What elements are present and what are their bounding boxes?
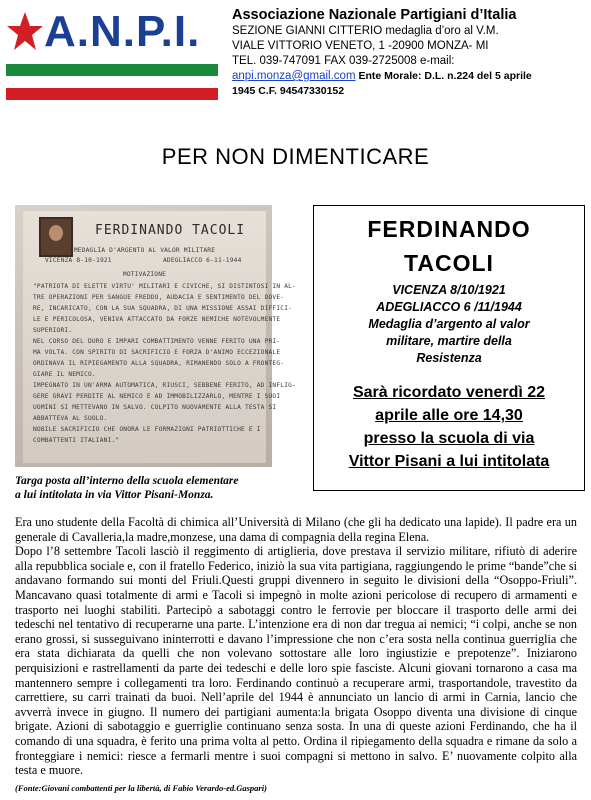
plaque-line: IMPEGNATO IN UN'ARMA AUTOMATICA, RIUSCI, SEBBENE FERITO, AD INFLIG- [33,382,296,389]
section-name: SEZIONE GIANNI CITTERIO medaglia d’oro al V.M. [232,25,499,37]
plaque-medal: MEDAGLIA D'ARGENTO AL VALOR MILITARE [73,247,216,254]
star-icon [6,10,44,54]
event-line-4: Vittor Pisani a lui intitolata [348,453,550,470]
plaque-line: TRE OPERAZIONI PER SANGUE FREDDO, AUDACIA E SENTIMENTO DEL DOVE- [33,294,285,301]
plaque-motivation-label: MOTIVAZIONE [122,271,167,278]
photo-caption [15,474,295,502]
plaque-line: NOBILE SACRIFICIO CHE ONORA LE FORMAZIONI PATRIOTTICHE E I [33,426,261,433]
email-link[interactable]: anpi.monza@gmail.com [232,70,356,82]
page-title: PER NON DIMENTICARE [161,144,430,169]
plaque-line: LE E PERICOLOSA, VENIVA ATTACCATO DA FORZE NEMICHE NOTEVOLMENTE [33,316,281,323]
biography-text [15,515,577,778]
person-first-name: FERDINANDO [367,216,531,242]
address: VIALE VITTORIO VENETO, 1 -20900 MONZA- MI [232,40,489,52]
contact: TEL. 039-747091 FAX 039-2725008 e-mail: [232,55,455,67]
plaque-line: COMBATTENTI ITALIANI." [33,437,120,444]
plaque-line: GIARE IL NEMICO. [33,371,96,378]
legal-info-1: Ente Morale: D.L. n.224 del 5 aprile [355,70,532,82]
anpi-logo [6,4,218,100]
header-info [232,6,588,99]
plaque-photo [15,205,296,467]
plaque-line: ORDINAVA IL RIPIEGAMENTO ALLA SQUADRA, RIMANENDO SOLO A FRONTEG- [33,360,285,367]
logo-text: A.N.P.I. [44,7,201,56]
plaque-line: NEL CORSO DEL DURO E IMPARI COMBATTIMENTO VENNE FERITO UNA PRI- [33,338,281,345]
plaque-line: ABBATTEVA AL SUOLO. [33,415,108,422]
plaque-line: GERE GRAVI PERDITE AL NEMICO E AD IMMOBILIZZARLO, MENTRE I SUOI [33,393,281,400]
plaque-birth: VICENZA 8-10-1921 [45,257,112,264]
biography-paragraph-2: Dopo l’8 settembre Tacoli lasciò il reggimento di artiglieria, dove prestava il servizio militare, rifiutò di aderire alla repubblica sociale e, con il fratello Federico, iniziò la sua vita partigiana, raggiungendo le prime “bande”che si andavano formando sui monti del Friuli.Questi gruppi divennero in seguito le divisioni della “Osoppo-Friuli”. Mancavano quasi totalmente di armi e Tacoli si impegnò in molte azioni pericolose di recupero di armamenti e trasporto nei luoghi stabiliti. Partecipò a sabotaggi contro le ferrovie per bloccare il trasporto delle armi dei tedeschi nel tentativo di recuperarne una parte. L’intenzione era di non dar tregua ai nemici; “i colpi, anche se non erano grossi, si susseguivano ininterrotti e davano l’impressione che non c’era sosta nella continua guerriglia che era stata dichiarata da quelli che non volevano sottostare alle loro ingiustizie e prepotenze”. Iniziarono perquisizioni e rastrellamenti da parte dei tedeschi e delle loro spie fasciste. Alcuni giovani tornarono a casa ma mantennero sempre i collegamenti tra loro. Ferdinando continuò a recuperare armi, trasportandole, travestito da carrettiere, su carri trainati da buoi. Nell’aprile del 1944 è annunciato un lancio di armi in Carnia, lancio che avverrà invece in giugno. Il numero dei partigiani aumenta:la brigata Osoppo diventa una divisione di cinque brigate. Azioni di sabotaggio e guerriglie continuano senza sosta. In una di queste azioni Ferdinando, che ha il comando di una squadra, è ferito una prima volta al petto. Ordina il ripiegamento della squadra e rimane da solo a fronteggiare i nemici: riesce a fermarli mentre i suoi compagni si mettono in salvo. E’ nuovamente colpito alla testa e muore. [15,544,577,778]
plaque-line: SUPERIORI. [33,327,73,334]
plaque-line: MA VOLTA. CON SPIRITO DI SACRIFICIO E FORZA D'ANIMO ECCEZIONALE [33,349,281,356]
plaque-line: RE, INCARICATO, CON LA SUA SQUADRA, DI UNA MISSIONE ASSAI DIFFICI- [33,305,293,312]
plaque-line: UOMINI SI METTEVANO IN SALVO. COLPITO NUOVAMENTE ALLA TESTA SI [33,404,277,411]
plaque-line: "PATRIOTA DI ELETTE VIRTU' MILITARI E CIVICHE, SI DISTINTOSI IN AL- [33,283,296,290]
medal-line-2: militare, martire della [386,334,512,348]
source-footer: (Fonte:Giovani combattenti per la libertà, di Fabio Verardo-ed.Gaspari) [15,783,267,793]
medal-line-1: Medaglia d’argento al valor [368,317,530,331]
event-line-1: Sarà ricordato venerdì 22 [352,384,546,401]
person-last-name: TACOLI [404,250,494,276]
org-name: Associazione Nazionale Partigiani d’Italia [232,7,517,23]
biography-paragraph-1: Era uno studente della Facoltà di chimica all’Università di Milano (che gli ha dedicato una lapide). Il padre era un generale di Cavalleria,la madre,monzese, una dama di compagnia della regina Elena. [15,515,577,544]
birth-info: VICENZA 8/10/1921 [392,283,506,297]
event-line-2: aprile alle ore 14,30 [375,407,523,424]
caption-line-2: a lui intitolata in via Vittor Pisani-Monza. [15,489,214,501]
tricolor-flag [6,64,218,100]
logo-title [6,4,218,60]
event-line-3: presso la scuola di via [363,430,535,447]
plaque-death: ADEGLIACCO 6-11-1944 [163,257,242,264]
medal-line-3: Resistenza [416,351,482,365]
caption-line-1: Targa posta all’interno della scuola elementare [15,475,239,487]
plaque-name: FERDINANDO TACOLI [95,223,246,238]
event-info-box [313,205,585,491]
death-info: ADEGLIACCO 6 /11/1944 [376,300,522,314]
legal-info-2: 1945 C.F. 94547330152 [232,85,345,97]
